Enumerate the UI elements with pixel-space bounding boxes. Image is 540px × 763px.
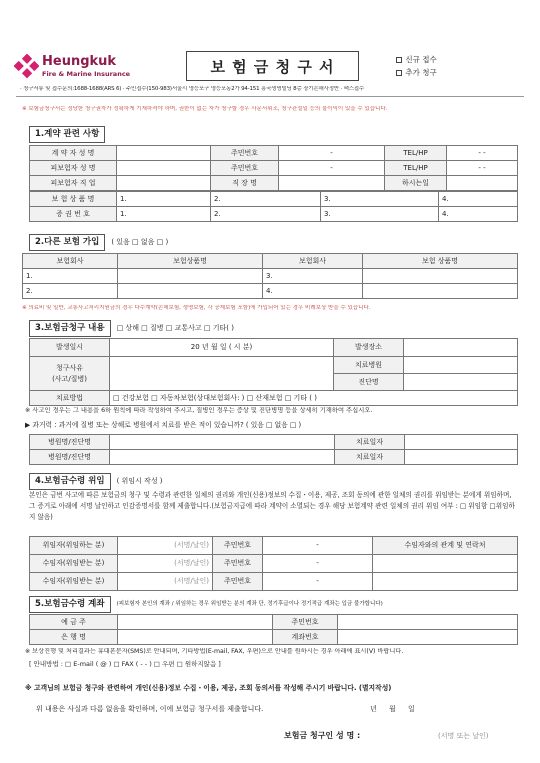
header-divider	[16, 96, 524, 97]
input-cell[interactable]	[404, 339, 518, 357]
sec4-heading	[29, 473, 163, 490]
table-row	[23, 254, 518, 269]
sec2-note: ※ 의료비 및 일반, 교통사고처리지원금의 경우 다수계약(손해보험, 생명보험, 각 공제보험 포함)에 가입되어 있는 경우 비례보상 받을 수 있습니다.	[22, 305, 371, 311]
date-field[interactable]: 년 월 일	[370, 705, 415, 713]
table-row	[30, 176, 518, 191]
input-cell[interactable]: 2.	[211, 207, 321, 222]
table-row	[30, 615, 518, 630]
cell-label: 치료병원	[334, 357, 404, 374]
input-cell[interactable]	[404, 374, 518, 391]
consent-notice: ※ 고객님의 보험금 청구와 관련하여 개인(신용)정보 수집・이용, 제공, 조회 동의서를 작성해 주시기 바랍니다. (별지작성)	[25, 684, 392, 692]
col-header: 보험회사	[263, 254, 363, 269]
cell-label: 주민번호	[273, 615, 338, 630]
table-row	[30, 391, 518, 406]
input-cell[interactable]	[373, 555, 518, 573]
input-cell[interactable]: 1.	[117, 207, 211, 222]
input-cell[interactable]: -	[263, 555, 373, 573]
input-cell[interactable]: 1.	[23, 269, 118, 284]
input-cell[interactable]: -	[263, 573, 373, 591]
new-checkbox[interactable]	[396, 57, 402, 63]
sec5-title: 5.보험금수령 계좌	[29, 596, 111, 613]
table-row	[30, 573, 518, 591]
input-cell[interactable]: 4.	[439, 207, 518, 222]
sec2-table	[22, 253, 518, 299]
additional-checkbox[interactable]	[396, 70, 402, 76]
table-row	[30, 630, 518, 645]
cell-label: 수임자(위임받는 분)	[30, 573, 118, 591]
input-cell[interactable]	[110, 435, 335, 450]
signature-field[interactable]: (서명/날인)	[118, 537, 213, 555]
input-cell[interactable]	[117, 176, 211, 191]
input-cell[interactable]	[118, 630, 273, 645]
table-row	[30, 161, 518, 176]
signer-label: 보험금 청구인 성 명 :	[284, 731, 361, 740]
cell-label: TEL/HP	[385, 161, 447, 176]
input-cell[interactable]: 2.	[211, 192, 321, 207]
sec3-note2[interactable]: ▶ 과거력 : 과거에 질병 또는 상해로 병원에서 치료를 받은 적이 있습니까? ( 있음 □ 없음 □ )	[25, 421, 302, 429]
cell-label: 피보험자 성 명	[30, 161, 117, 176]
sec5-table	[29, 614, 518, 645]
input-cell[interactable]	[118, 284, 263, 299]
option-new-label: 신규 접수	[405, 55, 437, 64]
cell-label: 수임자(위임받는 분)	[30, 555, 118, 573]
col-header: 보험회사	[23, 254, 118, 269]
input-cell[interactable]: -	[263, 537, 373, 555]
sec4-note: ( 위임시 작성 )	[116, 476, 163, 485]
signature-field[interactable]: (서명/날인)	[118, 555, 213, 573]
brand-logo	[14, 54, 39, 79]
notify-methods[interactable]: [ 안내방법 : □ E-mail ( @ ) □ FAX ( - - ) □ 우편 □ 원하지않음 ]	[29, 660, 221, 668]
cell-label: 예 금 주	[30, 615, 118, 630]
table-row	[30, 450, 518, 465]
option-new[interactable]	[395, 55, 437, 64]
col-header: 보험 상품명	[363, 254, 518, 269]
table-row	[30, 435, 518, 450]
sec5-heading	[29, 596, 383, 613]
input-cell[interactable]: 4.	[439, 192, 518, 207]
logo-icon	[14, 54, 39, 79]
input-cell[interactable]: 3.	[321, 192, 439, 207]
input-cell[interactable]: - -	[447, 146, 518, 161]
cell-label: TEL/HP	[385, 146, 447, 161]
signature-field[interactable]: (서명/날인)	[118, 573, 213, 591]
cause-label: 청구사유	[55, 364, 84, 372]
table-row	[23, 284, 518, 299]
cell-label: 피보험자 직 업	[30, 176, 117, 191]
input-cell[interactable]	[405, 450, 518, 465]
input-cell[interactable]: 3.	[321, 207, 439, 222]
sec1-title: 1.계약 관련 사항	[29, 126, 105, 143]
signer-signature-field[interactable]: (서명 또는 날인)	[438, 732, 489, 740]
col-header: 보험상품명	[118, 254, 263, 269]
input-cell[interactable]	[373, 573, 518, 591]
cell-label: 주민번호	[213, 555, 263, 573]
occur-datetime[interactable]: 20 년 월 일 ( 시 분)	[110, 339, 334, 357]
sec5-note: (피보험자 본인의 계좌 / 위임하는 경우 위임받는 분의 계좌 단, 정기후급이나 정기적급 계좌는 입금 불가합니다)	[116, 600, 383, 607]
cell-label: 병원명/진단명	[30, 435, 110, 450]
cause-sub: (사고/질병)	[52, 374, 87, 383]
input-cell[interactable]	[117, 161, 211, 176]
sec3-heading	[29, 320, 234, 337]
input-cell[interactable]: 1.	[117, 192, 211, 207]
input-cell[interactable]: 3.	[263, 269, 363, 284]
sms-note: ※ 보상진행 및 처리결과는 휴대폰문자(SMS)로 안내되며, 기타방법(E-mail, FAX, 우편)으로 안내를 원하시는 경우 아래에 표시(V) 바랍니다.	[25, 648, 404, 655]
claim-type-options[interactable]: □ 상해 □ 질병 □ 교통사고 □ 기타( )	[116, 323, 234, 332]
cell-label: 은 행 명	[30, 630, 118, 645]
cell-label: 치료일자	[335, 450, 405, 465]
cell-label: 주민번호	[211, 146, 279, 161]
input-cell[interactable]	[405, 435, 518, 450]
cell-label: 위임자(위임하는 분)	[30, 537, 118, 555]
sec2-heading	[29, 234, 168, 251]
input-cell[interactable]	[279, 176, 385, 191]
table-row	[30, 537, 518, 555]
sec2-choice[interactable]: ( 있음 □ 없음 □ )	[111, 237, 169, 246]
cell-label: 발생장소	[334, 339, 404, 357]
contact-info: · 청구서류 및 접수문의:1688-1688(ARS 6) · 주민접수(150-983)서울시 영등포구 영등포동2가 94-151 흥국생명빌딩 8층 장기손해사정반 · 팩스접수	[20, 86, 365, 92]
option-additional-label: 추가 청구	[405, 68, 437, 77]
input-cell[interactable]: 2.	[23, 284, 118, 299]
table-row	[23, 269, 518, 284]
cell-label: 진단명	[334, 374, 404, 391]
cell-label: 발생일시	[30, 339, 110, 357]
relation-header: 수임자와의 관계 및 연락처	[373, 537, 518, 555]
table-row	[30, 192, 518, 207]
option-additional[interactable]	[395, 68, 437, 77]
sec3-table	[29, 338, 518, 406]
input-cell[interactable]	[117, 146, 211, 161]
input-cell[interactable]	[363, 269, 518, 284]
input-cell[interactable]: 4.	[263, 284, 363, 299]
input-cell[interactable]	[447, 176, 518, 191]
cell-label: 주민번호	[213, 537, 263, 555]
input-cell[interactable]	[363, 284, 518, 299]
sec2-title: 2.다른 보험 가입	[29, 234, 105, 251]
cell-label: 계 약 자 성 명	[30, 146, 117, 161]
cell-label	[30, 357, 110, 391]
input-cell[interactable]	[110, 357, 334, 391]
cell-label: 증 권 번 호	[30, 207, 117, 222]
input-cell[interactable]	[338, 630, 518, 645]
sec1-table	[29, 145, 518, 222]
input-cell[interactable]	[404, 357, 518, 374]
input-cell[interactable]	[118, 269, 263, 284]
cell-label: 주민번호	[211, 161, 279, 176]
brand-name: Heungkuk	[42, 54, 117, 69]
cell-label: 주민번호	[213, 573, 263, 591]
table-row	[30, 146, 518, 161]
sec4-table	[29, 536, 518, 591]
table-row	[30, 339, 518, 357]
input-cell[interactable]: - -	[447, 161, 518, 176]
input-cell[interactable]	[118, 615, 273, 630]
cell-label: 계좌번호	[273, 630, 338, 645]
cell-label: 치료방법	[30, 391, 110, 406]
table-row	[30, 207, 518, 222]
cell-label: 치료일자	[335, 435, 405, 450]
header-notice: ※ 보험금청구서는 정당한 청구권자가 정확하게 기재하셔야 하며, 권한이 없는 자가 청구할 경우 사문서위조, 청구관설일 등의 불이익이 있을 수 있습니다.	[22, 106, 388, 112]
sec3-title: 3.보험금청구 내용	[29, 320, 111, 337]
sec1-heading	[29, 126, 105, 143]
input-cell[interactable]: -	[279, 161, 385, 176]
table-row	[30, 357, 518, 374]
page-title: 보 험 금 청 구 서	[186, 51, 359, 81]
sec3-note1: ※ 사고인 경우는 그 내용을 6하 원칙에 따라 작성하여 주시고, 질병인 경우는 증상 및 진단병명 등을 상세히 기재하여 주십시오.	[25, 407, 373, 414]
input-cell[interactable]	[110, 450, 335, 465]
cell-label: 하시는일	[385, 176, 447, 191]
sec4-paragraph: 본인은 금번 사고에 따른 보험금의 청구 및 수령과 관련한 일체의 권리와 개인(신용)정보의 수집・이용, 제공, 조회 동의에 관한 일체의 권리를 위임받는 분에게 위임하며, 그 증거로 아래에 서명 날인하고 인감증명서를 함께 제출합니다.(보험금지급에 따라 계약이 소멸되는 경우 해당 보험계약 관련 일체의 권리 위임 여부 : □ 위임함 □위임하지 않음)	[29, 491, 515, 521]
history-table	[29, 434, 518, 465]
brand-subtitle: Fire & Marine Insurance	[42, 70, 131, 78]
cell-label: 직 장 명	[211, 176, 279, 191]
treatment-method-options[interactable]: □ 건강보험 □ 자동차보험(상대보험회사: ) □ 산재보험 □ 기타 ( )	[110, 391, 518, 406]
input-cell[interactable]: -	[279, 146, 385, 161]
cell-label: 병원명/진단명	[30, 450, 110, 465]
sec4-title: 4.보험금수령 위임	[29, 473, 111, 490]
table-row	[30, 555, 518, 573]
confirm-text: 위 내용은 사실과 다름 없음을 확인하며, 이에 보험금 청구서를 제출합니다.	[36, 705, 264, 713]
cell-label: 보 험 상 품 명	[30, 192, 117, 207]
input-cell[interactable]	[338, 615, 518, 630]
